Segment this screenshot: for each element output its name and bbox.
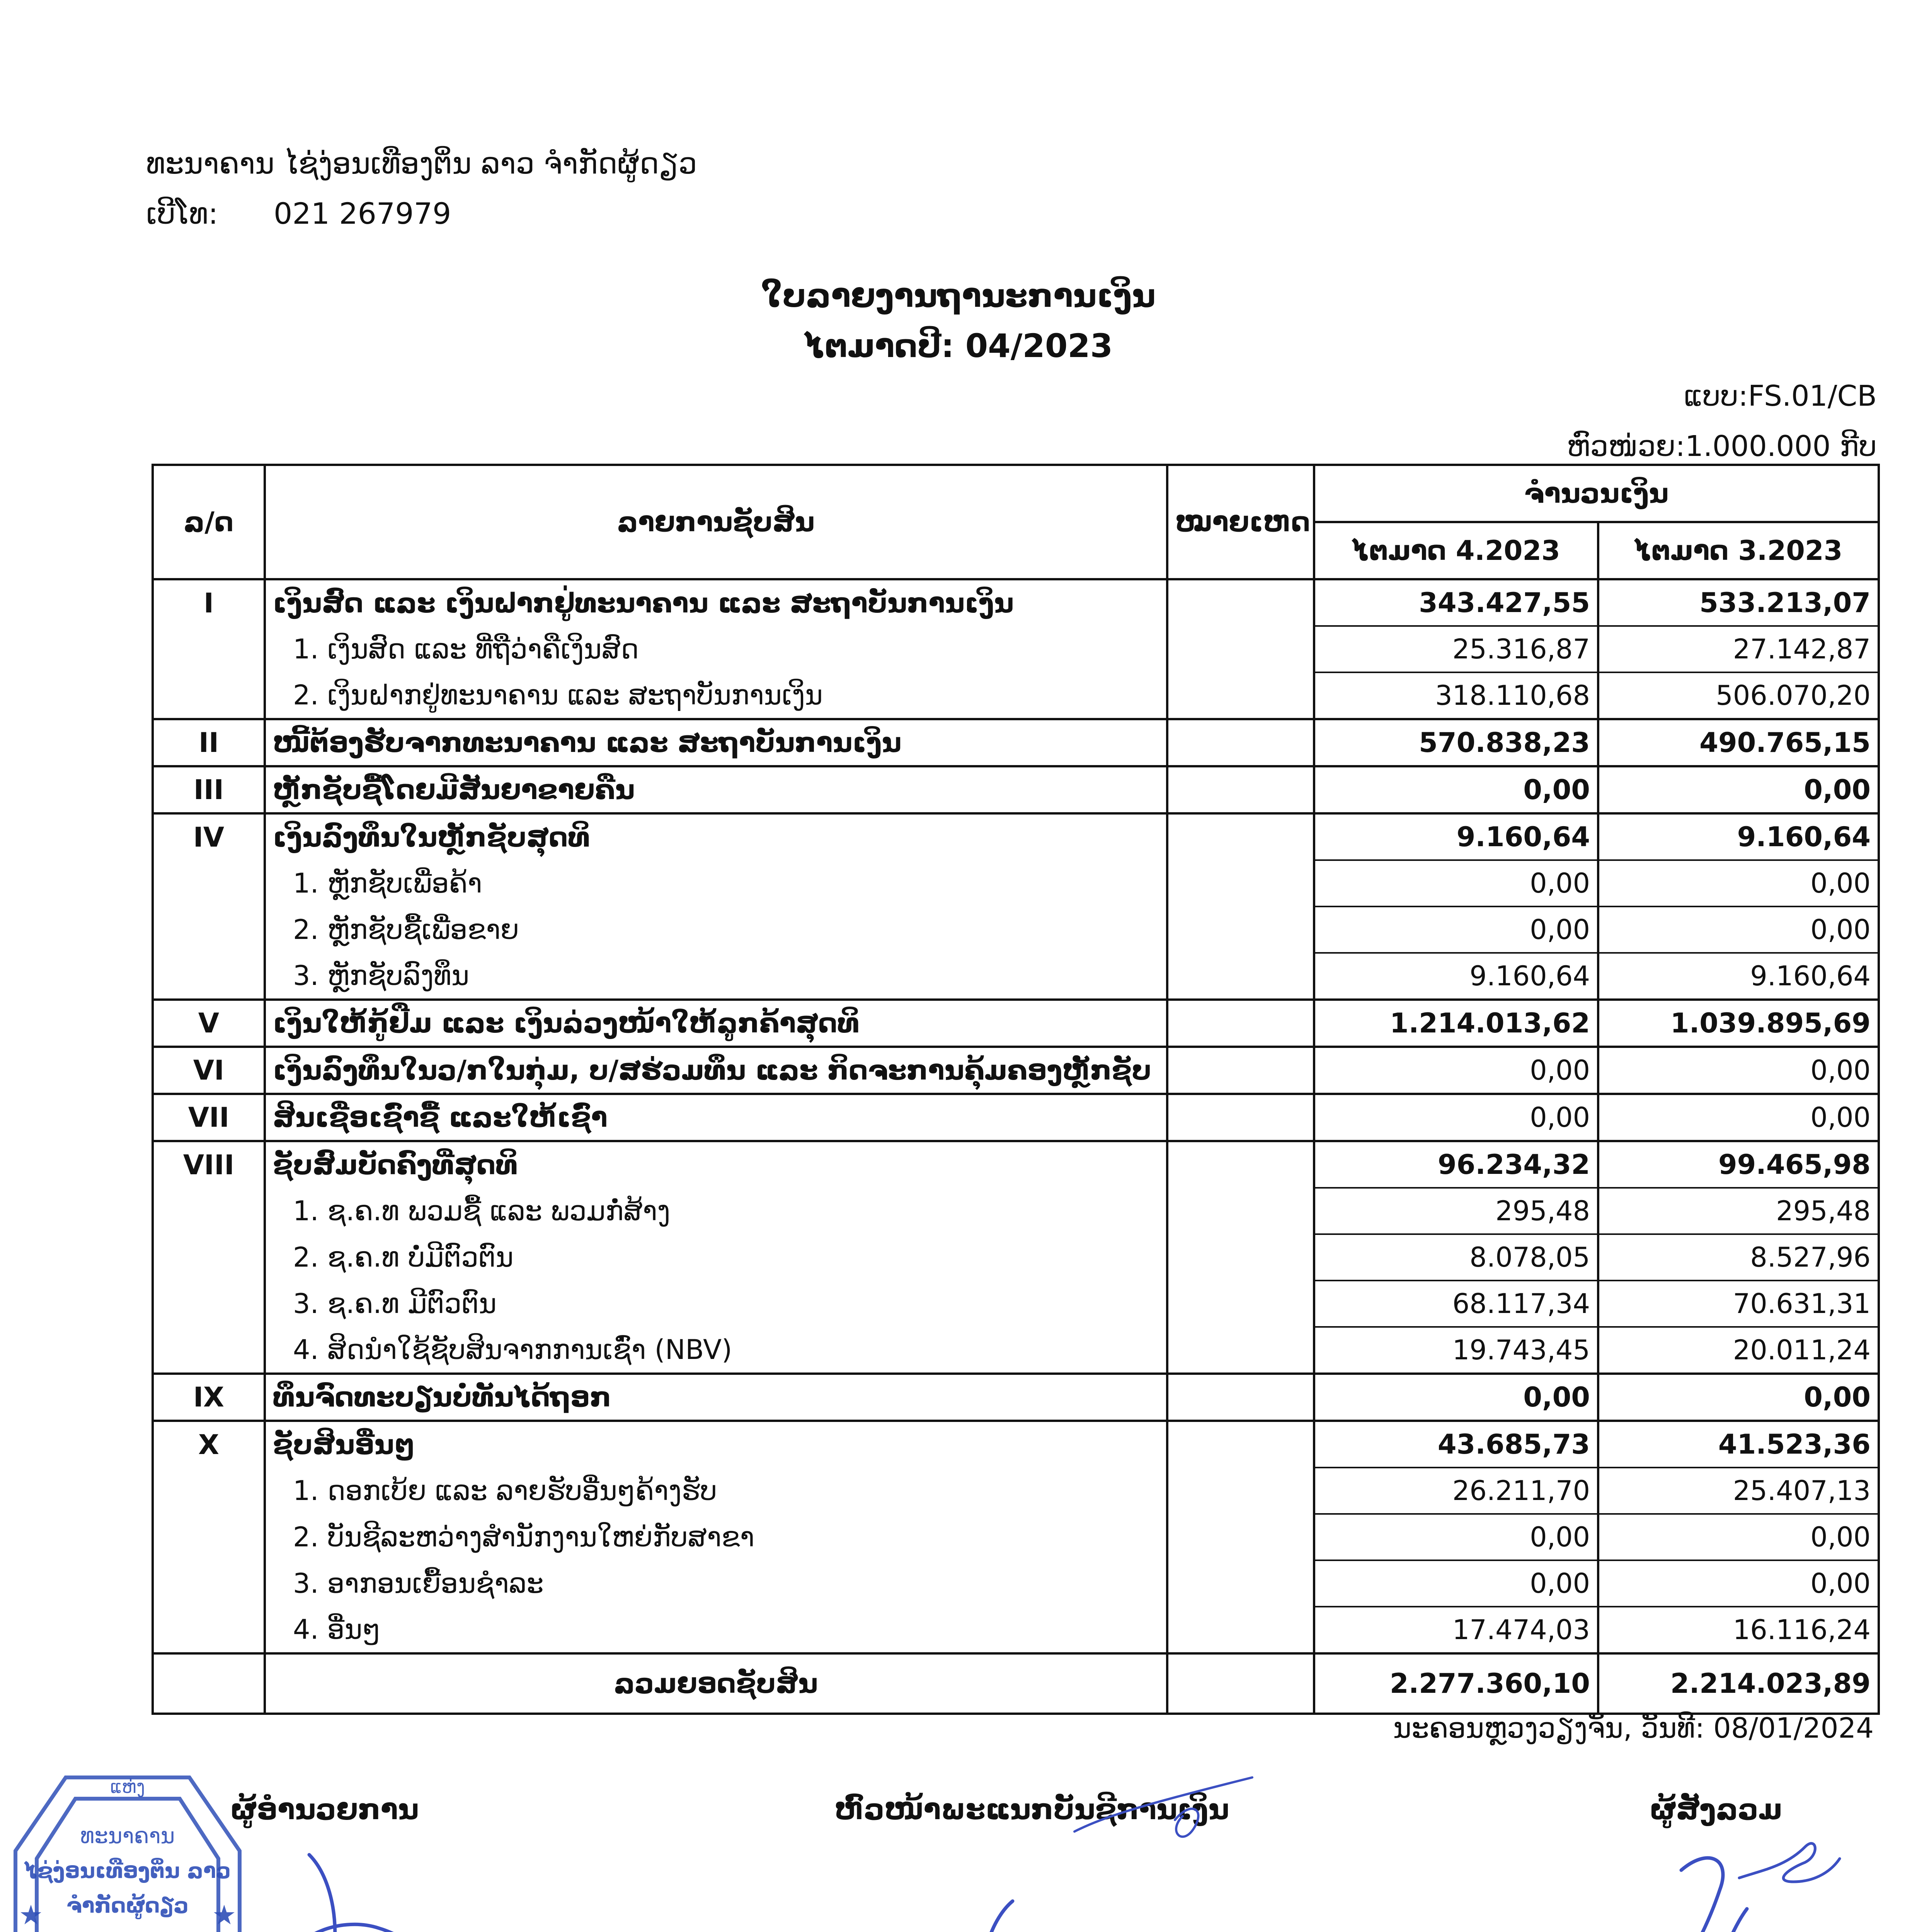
row-value-q4: 0,00: [1314, 906, 1598, 953]
table-row: [153, 1560, 1879, 1607]
header-amount: ຈຳນວນເງິນ: [1314, 465, 1879, 522]
balance-sheet-table: [152, 464, 1880, 1715]
row-number: VIII: [153, 1141, 265, 1188]
row-label: ເງິນໃຫ້ກູ້ຢືມ ແລະ ເງິນລ່ວງໜ້າໃຫ້ລູກຄ້າສຸດທິ: [265, 1000, 1167, 1047]
row-value-q4: 0,00: [1314, 860, 1598, 906]
row-note: [1167, 1327, 1314, 1374]
row-number: X: [153, 1421, 265, 1468]
row-label: 3. ອາກອນເຍື້ອນຊຳລະ: [265, 1560, 1167, 1607]
company-stamp-icon: [8, 1762, 247, 1932]
row-value-q4: 9.160,64: [1314, 813, 1598, 860]
table-row: [153, 1374, 1879, 1421]
row-note: [1167, 766, 1314, 813]
row-number: [153, 626, 265, 672]
row-value-q4: 0,00: [1314, 1560, 1598, 1607]
row-value-q3: 533.213,07: [1598, 579, 1879, 626]
total-row: [153, 1653, 1879, 1714]
row-number: IV: [153, 813, 265, 860]
row-value-q4: 17.474,03: [1314, 1607, 1598, 1653]
header-note: ໝາຍເຫດ: [1167, 465, 1314, 579]
row-number: V: [153, 1000, 265, 1047]
row-value-q3: 1.039.895,69: [1598, 1000, 1879, 1047]
row-value-q3: 295,48: [1598, 1188, 1879, 1234]
row-number: IX: [153, 1374, 265, 1421]
row-note: [1167, 1188, 1314, 1234]
row-value-q4: 26.211,70: [1314, 1468, 1598, 1514]
row-number: [153, 1560, 265, 1607]
row-number: [153, 860, 265, 906]
row-value-q3: 0,00: [1598, 1514, 1879, 1560]
table-row: [153, 1188, 1879, 1234]
row-label: 2. ຊ.ຄ.ທ ບໍ່ມີຕົວຕົນ: [265, 1234, 1167, 1281]
row-label: 3. ຫຼັກຊັບລົງທຶນ: [265, 953, 1167, 1000]
row-note: [1167, 1421, 1314, 1468]
row-value-q3: 8.527,96: [1598, 1234, 1879, 1281]
row-value-q3: 506.070,20: [1598, 672, 1879, 719]
form-meta: [1567, 371, 1877, 471]
phone-label: ເບີໂທ:: [146, 196, 218, 231]
unit-label: ຫົວໜ່ວຍ:1.000.000 ກີບ: [1566, 430, 1877, 463]
table-row: [153, 953, 1879, 1000]
table-body: [153, 579, 1879, 1714]
row-value-q4: 9.160,64: [1314, 953, 1598, 1000]
row-label: 1. ຊ.ຄ.ທ ພວມຊື້ ແລະ ພວມກໍ່ສ້າງ: [265, 1188, 1167, 1234]
row-value-q4: 96.234,32: [1314, 1141, 1598, 1188]
row-value-q3: 16.116,24: [1598, 1607, 1879, 1653]
row-value-q4: 0,00: [1314, 1514, 1598, 1560]
row-note: [1167, 1000, 1314, 1047]
svg-text:★: ★: [19, 1899, 43, 1931]
table-row: [153, 1514, 1879, 1560]
row-value-q3: 41.523,36: [1598, 1421, 1879, 1468]
row-label: 2. ບັນຊີລະຫວ່າງສຳນັກງານໃຫຍ່ກັບສາຂາ: [265, 1514, 1167, 1560]
row-value-q4: 0,00: [1314, 1047, 1598, 1094]
table-row: [153, 1281, 1879, 1327]
row-value-q4: 295,48: [1314, 1188, 1598, 1234]
row-note: [1167, 953, 1314, 1000]
table-row: [153, 813, 1879, 860]
row-value-q3: 27.142,87: [1598, 626, 1879, 672]
table-row: [153, 1094, 1879, 1141]
row-value-q4: 25.316,87: [1314, 626, 1598, 672]
row-label: ຊັບສົມບັດຄົງທີ່ສຸດທິ: [265, 1141, 1167, 1188]
row-value-q3: 9.160,64: [1598, 813, 1879, 860]
bank-header: [146, 138, 697, 239]
row-note: [1167, 1047, 1314, 1094]
svg-text:★: ★: [212, 1899, 237, 1931]
row-value-q4: 343.427,55: [1314, 579, 1598, 626]
header-item: ລາຍການຊັບສິນ: [265, 465, 1167, 579]
table-row: [153, 1234, 1879, 1281]
row-value-q3: 0,00: [1598, 1047, 1879, 1094]
row-value-q3: 0,00: [1598, 766, 1879, 813]
row-note: [1167, 1468, 1314, 1514]
svg-text:ແຫ່ງ: ແຫ່ງ: [110, 1776, 145, 1797]
total-number: [153, 1653, 265, 1714]
director-role: ຜູ້ອຳນວຍການ: [230, 1793, 419, 1826]
row-number: [153, 1281, 265, 1327]
row-number: II: [153, 719, 265, 766]
row-note: [1167, 906, 1314, 953]
row-note: [1167, 1141, 1314, 1188]
row-note: [1167, 1374, 1314, 1421]
row-value-q3: 0,00: [1598, 906, 1879, 953]
row-note: [1167, 860, 1314, 906]
row-label: ຊັບສິນອື່ນໆ: [265, 1421, 1167, 1468]
row-value-q4: 0,00: [1314, 1094, 1598, 1141]
table-row: [153, 579, 1879, 626]
preparer-signature-icon: [1623, 1824, 1855, 1932]
row-value-q4: 19.743,45: [1314, 1327, 1598, 1374]
row-label: 1. ເງິນສົດ ແລະ ທີ່ຖືວ່າຄືເງິນສົດ: [265, 626, 1167, 672]
director-signature-icon: [216, 1801, 487, 1932]
row-note: [1167, 1094, 1314, 1141]
svg-text:ໄຊ່ງ່ອນເທືອງຕິ່ນ ລາວ: ໄຊ່ງ່ອນເທືອງຕິ່ນ ລາວ: [24, 1859, 231, 1883]
preparer-role: ຜູ້ສັງລວມ: [1650, 1793, 1783, 1826]
row-label: 4. ສິດນຳໃຊ້ຊັບສິນຈາກການເຊົ່າ (NBV): [265, 1327, 1167, 1374]
row-note: [1167, 813, 1314, 860]
report-period: ໄຕມາດປີ: 04/2023: [804, 327, 1113, 365]
row-number: [153, 906, 265, 953]
row-number: [153, 1327, 265, 1374]
table-row: [153, 860, 1879, 906]
row-label: ທຶນຈົດທະບຽນບໍ່ທັນໄດ້ຖອກ: [265, 1374, 1167, 1421]
row-number: [153, 672, 265, 719]
report-title: ໃບລາຍງານຖານະການເງິນ: [761, 277, 1156, 315]
row-note: [1167, 672, 1314, 719]
row-label: 1. ຫຼັກຊັບເພື່ອຄ້າ: [265, 860, 1167, 906]
row-number: III: [153, 766, 265, 813]
row-number: [153, 1188, 265, 1234]
row-label: ໜີ້ຕ້ອງຮັບຈາກທະນາຄານ ແລະ ສະຖາບັນການເງິນ: [265, 719, 1167, 766]
row-value-q3: 25.407,13: [1598, 1468, 1879, 1514]
row-value-q4: 0,00: [1314, 1374, 1598, 1421]
total-value-q3: 2.214.023,89: [1598, 1653, 1879, 1714]
table-row: [153, 1468, 1879, 1514]
row-number: [153, 1468, 265, 1514]
row-value-q4: 8.078,05: [1314, 1234, 1598, 1281]
table-row: [153, 1141, 1879, 1188]
row-note: [1167, 626, 1314, 672]
row-label: 4. ອື່ນໆ: [265, 1607, 1167, 1653]
table-row: [153, 1000, 1879, 1047]
table-row: [153, 766, 1879, 813]
accounting-role: ຫົວໜ້າພະແນກບັນຊີການເງິນ: [834, 1793, 1229, 1826]
row-label: 2. ເງິນຝາກຢູ່ທະນາຄານ ແລະ ສະຖາບັນການເງິນ: [265, 672, 1167, 719]
row-note: [1167, 579, 1314, 626]
row-value-q4: 43.685,73: [1314, 1421, 1598, 1468]
row-value-q3: 0,00: [1598, 1374, 1879, 1421]
row-value-q3: 99.465,98: [1598, 1141, 1879, 1188]
row-label: 1. ດອກເບ້ຍ ແລະ ລາຍຮັບອື່ນໆຄ້າງຮັບ: [265, 1468, 1167, 1514]
report-title-block: [0, 270, 1917, 371]
row-value-q3: 9.160,64: [1598, 953, 1879, 1000]
table-row: [153, 1327, 1879, 1374]
row-value-q4: 0,00: [1314, 766, 1598, 813]
row-note: [1167, 719, 1314, 766]
bank-name: ທະນາຄານ ໄຊ່ງ່ອນເທືອງຕິ່ນ ລາວ ຈຳກັດຜູ້ດຽວ: [146, 146, 697, 180]
row-number: [153, 1234, 265, 1281]
row-label: ເງິນລົງທຶນໃນຫຼັກຊັບສຸດທິ: [265, 813, 1167, 860]
row-number: I: [153, 579, 265, 626]
total-value-q4: 2.277.360,10: [1314, 1653, 1598, 1714]
row-label: ສິນເຊື່ອເຊົ່າຊື້ ແລະໃຫ້ເຊົ່າ: [265, 1094, 1167, 1141]
row-note: [1167, 1514, 1314, 1560]
row-number: [153, 1607, 265, 1653]
phone-number: 021 267979: [274, 196, 451, 231]
header-no: ລ/ດ: [153, 465, 265, 579]
row-note: [1167, 1281, 1314, 1327]
row-note: [1167, 1560, 1314, 1607]
row-value-q4: 318.110,68: [1314, 672, 1598, 719]
table-row: [153, 1607, 1879, 1653]
table-row: [153, 1047, 1879, 1094]
header-q-previous: ໄຕມາດ 3.2023: [1598, 522, 1879, 579]
row-value-q3: 0,00: [1598, 1094, 1879, 1141]
row-value-q3: 490.765,15: [1598, 719, 1879, 766]
table-row: [153, 672, 1879, 719]
row-value-q3: 0,00: [1598, 860, 1879, 906]
row-value-q4: 68.117,34: [1314, 1281, 1598, 1327]
table-row: [153, 906, 1879, 953]
row-number: [153, 953, 265, 1000]
form-code: ແບບ:FS.01/CB: [1684, 379, 1877, 413]
row-number: VI: [153, 1047, 265, 1094]
row-label: 3. ຊ.ຄ.ທ ມີຕົວຕົນ: [265, 1281, 1167, 1327]
header-q-current: ໄຕມາດ 4.2023: [1314, 522, 1598, 579]
row-value-q4: 1.214.013,62: [1314, 1000, 1598, 1047]
svg-text:ຈຳກັດຜູ້ດຽວ: ຈຳກັດຜູ້ດຽວ: [66, 1893, 189, 1918]
preparer-signature-block: [1546, 1793, 1886, 1826]
table-row: [153, 719, 1879, 766]
svg-text:ທະນາຄານ: ທະນາຄານ: [80, 1823, 175, 1849]
row-number: [153, 1514, 265, 1560]
row-value-q4: 570.838,23: [1314, 719, 1598, 766]
row-label: ເງິນລົງທຶນໃນວ/ກໃນກຸ່ມ, ບ/ສຮ່ວມທຶນ ແລະ ກິດຈະການຄຸ້ມຄອງຫຼັກຊັບ: [265, 1047, 1167, 1094]
row-value-q3: 20.011,24: [1598, 1327, 1879, 1374]
row-label: ເງິນສົດ ແລະ ເງິນຝາກຢູ່ທະນາຄານ ແລະ ສະຖາບັນການເງິນ: [265, 579, 1167, 626]
row-label: 2. ຫຼັກຊັບຊື້ເພື່ອຂາຍ: [265, 906, 1167, 953]
total-note: [1167, 1653, 1314, 1714]
row-note: [1167, 1607, 1314, 1653]
table-row: [153, 626, 1879, 672]
accounting-signature-icon: [873, 1754, 1376, 1932]
total-label: ລວມຍອດຊັບສິນ: [265, 1653, 1167, 1714]
row-number: VII: [153, 1094, 265, 1141]
row-value-q3: 70.631,31: [1598, 1281, 1879, 1327]
place-date: ນະຄອນຫຼວງວຽງຈັນ, ວັນທີ: 08/01/2024: [1393, 1712, 1874, 1744]
table-row: [153, 1421, 1879, 1468]
row-label: ຫຼັກຊັບຊື້ໂດຍມີສັນຍາຂາຍຄືນ: [265, 766, 1167, 813]
row-note: [1167, 1234, 1314, 1281]
row-value-q3: 0,00: [1598, 1560, 1879, 1607]
